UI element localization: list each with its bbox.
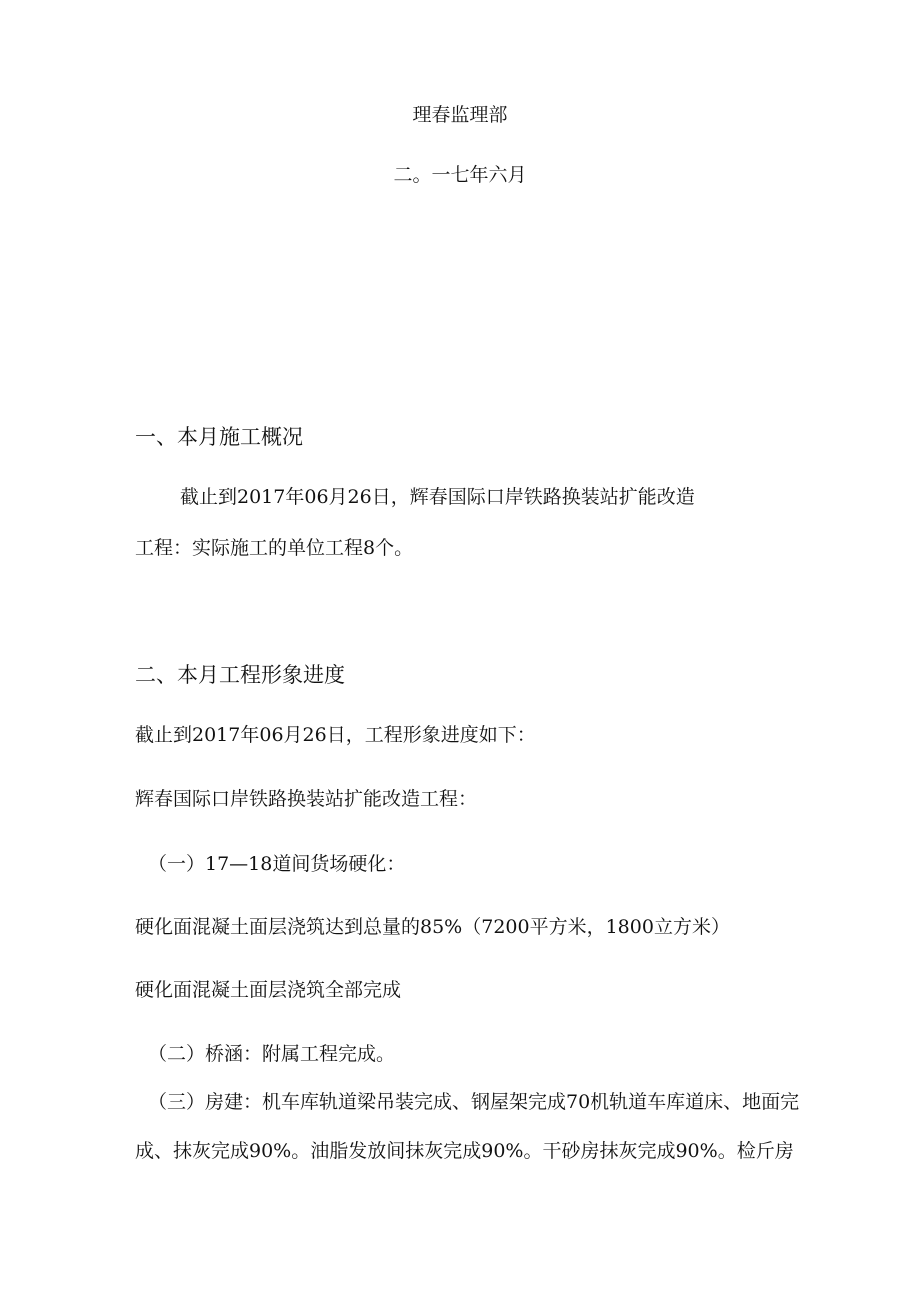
item-1-detail-1: 硬化面混凝土面层浇筑达到总量的85%（7200平方米，1800立方米） — [135, 916, 730, 938]
item-3-line-1: （三）房建：机车库轨道梁吊装完成、钢屋架完成70机轨道车库道床、地面完 — [148, 1091, 800, 1113]
item-2: （二）桥涵：附属工程完成。 — [148, 1043, 396, 1065]
item-3-line-2: 成、抹灰完成90%。油脂发放间抹灰完成90%。干砂房抹灰完成90%。检斤房 — [135, 1140, 794, 1162]
item-1-detail-2: 硬化面混凝土面层浇筑全部完成 — [135, 979, 402, 1001]
project-name: 辉春国际口岸铁路换装站扩能改造工程： — [135, 788, 478, 810]
section-1-paragraph-line-1: 截止到2017年06月26日，辉春国际口岸铁路换装站扩能改造 — [180, 486, 695, 508]
section-1-paragraph-line-2: 工程：实际施工的单位工程8个。 — [135, 537, 414, 559]
report-date: 二。一七年六月 — [393, 164, 527, 186]
progress-intro: 截止到2017年06月26日，工程形象进度如下： — [135, 724, 536, 746]
section-1-heading: 一、本月施工概况 — [135, 425, 303, 449]
item-1-title: （一）17—18道间货场硬化： — [148, 853, 406, 875]
section-2-heading: 二、本月工程形象进度 — [135, 663, 345, 687]
org-name: 理春监理部 — [412, 104, 508, 126]
